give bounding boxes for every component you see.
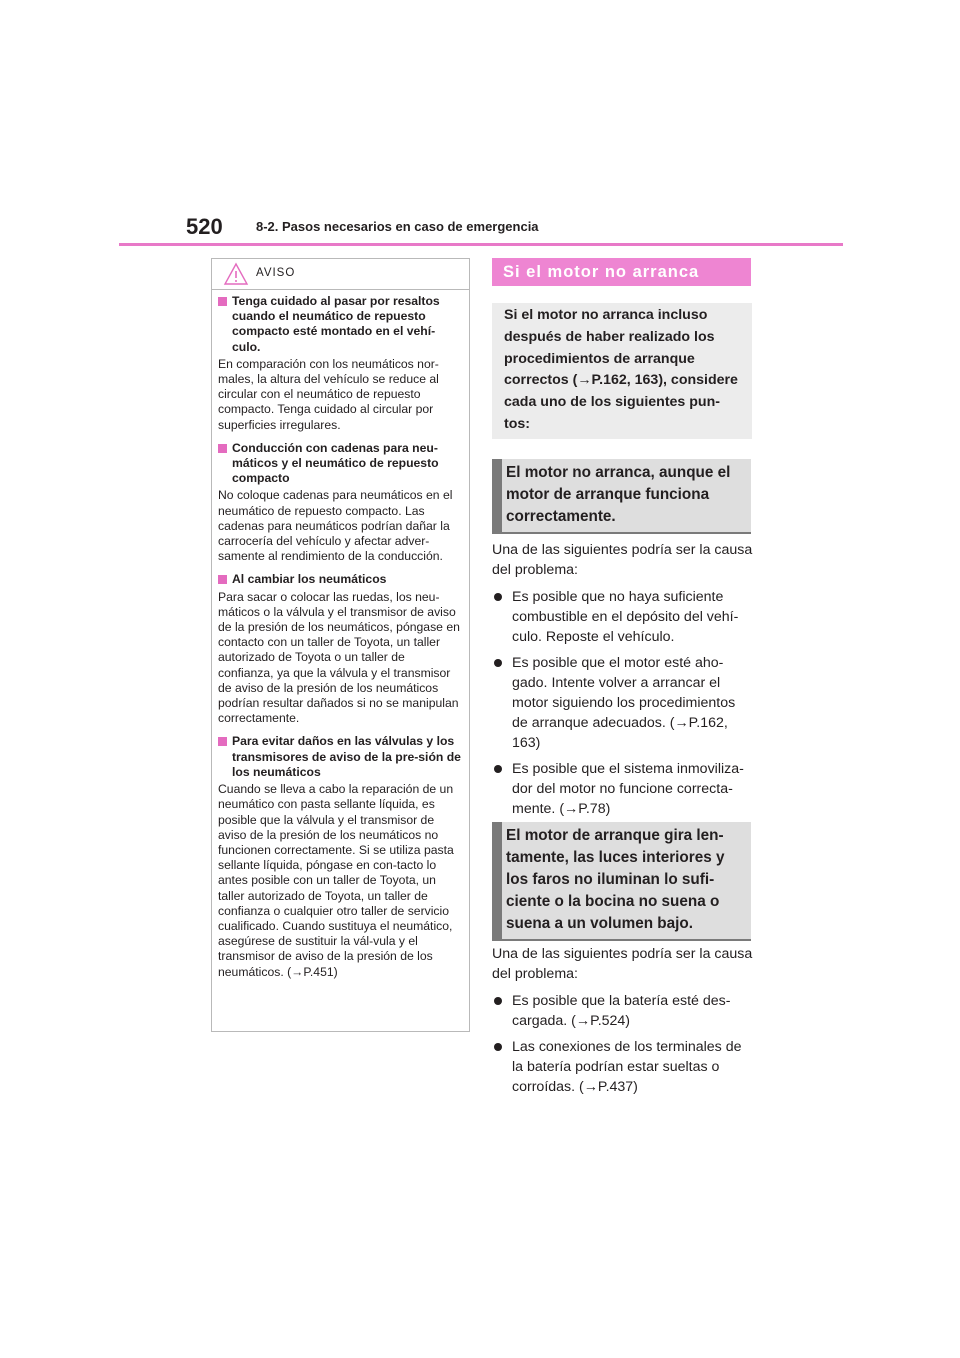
bullet-dot-icon xyxy=(494,997,502,1005)
warning-section-text: No coloque cadenas para neumáticos en el neumático de repuesto compacto. Las cadenas para neumáticos podrían dañar la carrocería del vehículo y afectar adver-samente al rendimiento de la conducción. xyxy=(218,488,453,564)
warning-box xyxy=(211,258,470,1032)
bullet-square-icon xyxy=(218,444,227,453)
warning-header xyxy=(212,259,469,290)
list-item xyxy=(492,653,754,753)
section-banner: Si el motor no arranca xyxy=(492,258,751,286)
header-rule xyxy=(119,243,843,246)
bullet-dot-icon xyxy=(494,1043,502,1051)
subsection-lead: Una de las siguientes podría ser la causa del problema: xyxy=(492,946,753,982)
bullet-dot-icon xyxy=(494,659,502,667)
list-item xyxy=(492,991,754,1031)
warning-section xyxy=(218,294,463,433)
warning-section xyxy=(218,734,463,979)
warning-section-heading: Para evitar daños en las válvulas y los transmisores de aviso de la pre-sión de los neumáticos xyxy=(232,734,461,779)
bullet-dot-icon xyxy=(494,593,502,601)
bullet-dot-icon xyxy=(494,765,502,773)
section-title: 8-2. Pasos necesarios en caso de emergencia xyxy=(256,219,539,234)
warning-section-text: En comparación con los neumáticos nor-males, la altura del vehículo se reduce al circular con el neumático de repuesto compacto. Tenga cuidado al circular por superficies irregulares. xyxy=(218,356,439,432)
warning-triangle-icon xyxy=(223,262,249,286)
bullet-square-icon xyxy=(218,737,227,746)
subsection-body xyxy=(492,944,754,1103)
list-item-text: Es posible que el motor esté aho-gado. Intente volver a arrancar el motor siguiendo los procedimientos de arranque adecuados. (→P.162, 163) xyxy=(512,655,736,751)
warning-section-heading: Al cambiar los neumáticos xyxy=(232,572,387,587)
list-item xyxy=(492,759,754,819)
warning-label: AVISO xyxy=(256,267,296,279)
bullet-square-icon xyxy=(218,575,227,584)
list-item-text: Es posible que la batería esté des-cargada. (→P.524) xyxy=(512,993,731,1029)
list-item-text: Es posible que no haya suficiente combustible en el depósito del vehí-culo. Reposte el vehículo. xyxy=(512,589,739,645)
warning-section-text: Cuando se lleva a cabo la reparación de un neumático con pasta sellante líquida, es posible que la válvula y el transmisor de aviso de la presión de los neumáticos no funcionen correctamente. Si se utiliza pasta sellante líquida, póngase en con-tacto lo antes posible con un taller de Toyota, un taller autorizado de Toyota, un taller de confianza o cualquier otro taller de servicio cualificado. Cuando sustituya el neumático, asegúrese de sustituir la vál-vula y el transmisor de aviso de la presión de los neumáticos. (→P.451) xyxy=(218,782,454,979)
list-item xyxy=(492,1037,754,1097)
page-number: 520 xyxy=(186,214,223,239)
warning-section-text: Para sacar o colocar las ruedas, los neu-máticos o la válvula y el transmisor de aviso de la presión de los neumáticos, póngase en contacto con un taller de Toyota, un taller autorizado de Toyota o un taller de confianza, ya que la válvula y el transmisor de aviso de la presión de los neumáticos podrían resultar dañados si no se manipulan correctamente. xyxy=(218,589,460,726)
subsection-lead: Una de las siguientes podría ser la causa del problema: xyxy=(492,542,753,578)
warning-section-heading: Tenga cuidado al pasar por resaltos cuando el neumático de repuesto compacto esté montado en el vehí-culo. xyxy=(232,294,440,354)
bullet-square-icon xyxy=(218,297,227,306)
subsection-heading: El motor no arranca, aunque el motor de arranque funciona correctamente. xyxy=(492,459,751,534)
intro-box: Si el motor no arranca incluso después de haber realizado los procedimientos de arranque correctos (→P.162, 163), considere cada uno de los siguientes pun-tos: xyxy=(492,303,752,439)
list-item-text: Es posible que el sistema inmoviliza-dor del motor no funcione correcta-mente. (→P.78) xyxy=(512,761,744,817)
subsection-heading: El motor de arranque gira len-tamente, las luces interiores y los faros no iluminan lo sufi-ciente o la bocina no suena o suena a un volumen bajo. xyxy=(492,822,751,941)
warning-section-heading: Conducción con cadenas para neu-máticos y el neumático de repuesto compacto xyxy=(232,440,439,486)
warning-section xyxy=(218,441,463,565)
list-item xyxy=(492,587,754,647)
list-item-text: Las conexiones de los terminales de la batería podrían estar sueltas o corroídas. (→P.437) xyxy=(512,1039,742,1095)
subsection-body xyxy=(492,540,754,825)
warning-section xyxy=(218,572,463,726)
